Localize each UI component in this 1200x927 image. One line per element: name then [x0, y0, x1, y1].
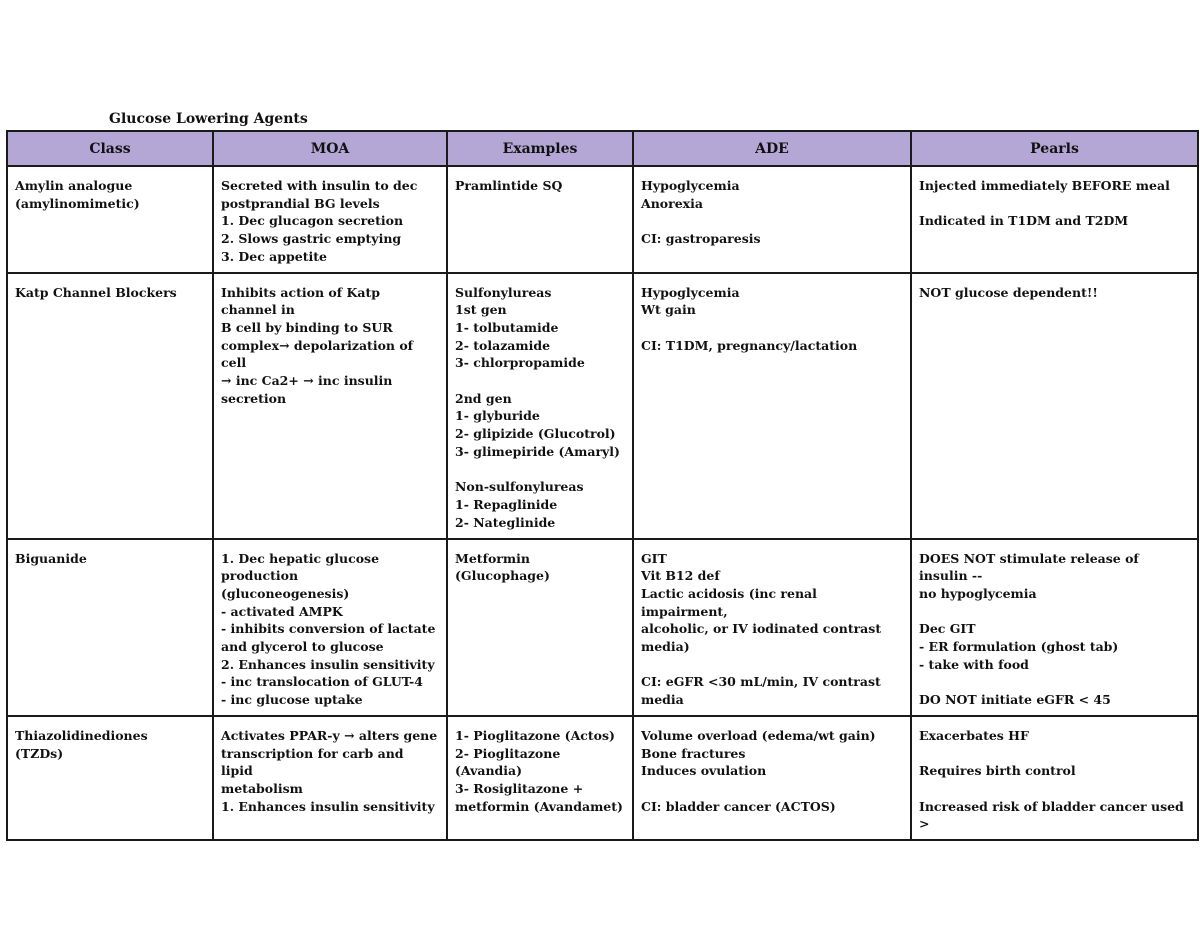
examples-line: 2- Pioglitazone (Avandia) [455, 745, 565, 779]
moa-line: Activates PPAR-y → alters gene [221, 727, 438, 743]
ade-line: media) [641, 639, 690, 655]
ade-line: CI: gastroparesis [641, 231, 761, 247]
ade-line: Bone fractures [641, 745, 746, 761]
header-class: Class [7, 131, 213, 166]
examples-line: 2- glipizide (Glucotrol) [455, 426, 616, 442]
ade-line: CI: bladder cancer (ACTOS) [641, 798, 836, 814]
moa-line: Inhibits action of Katp channel in [221, 284, 385, 318]
pearls-line: Exacerbates HF [919, 727, 1029, 743]
moa-line: - activated AMPK [221, 603, 343, 619]
examples-line: Non-sulfonylureas [455, 479, 584, 495]
moa-line: - inc translocation of GLUT-4 [221, 674, 423, 690]
line-spacer [641, 656, 903, 674]
cell-moa [213, 273, 447, 539]
cell-moa [213, 166, 447, 273]
header-moa: MOA [213, 131, 447, 166]
table-row [7, 166, 1198, 273]
cell-ade [633, 716, 911, 840]
pearls-line: NOT glucose dependent!! [919, 284, 1098, 300]
line-spacer [919, 195, 1190, 213]
examples-line: 1st gen [455, 302, 507, 318]
pearls-line: Requires birth control [919, 763, 1076, 779]
pearls-line: Increased risk of bladder cancer used > [919, 798, 1189, 832]
examples-line: 1- Pioglitazone (Actos) [455, 727, 615, 743]
pearls-line: DO NOT initiate eGFR < 45 [919, 692, 1111, 708]
cell-moa [213, 539, 447, 716]
class-line: Katp Channel Blockers [15, 284, 177, 300]
examples-line: 2- Nateglinide [455, 514, 556, 530]
pearls-line: - take with food [919, 656, 1029, 672]
moa-line: 2. Slows gastric emptying [221, 231, 402, 247]
moa-line: metabolism [221, 780, 303, 796]
table-row [7, 716, 1198, 840]
cell-class [7, 716, 213, 840]
moa-line: complex→ depolarization of cell [221, 337, 418, 371]
header-ade: ADE [633, 131, 911, 166]
cell-pearls [911, 539, 1198, 716]
examples-line: 2nd gen [455, 390, 512, 406]
class-line: Amylin analogue [15, 178, 133, 193]
class-line: Thiazolidinediones [15, 727, 148, 743]
table-row [7, 273, 1198, 539]
cell-examples [447, 716, 633, 840]
header-pearls: Pearls [911, 131, 1198, 166]
ade-line: Wt gain [641, 302, 696, 318]
moa-line: 3. Dec appetite [221, 248, 327, 264]
cell-class [7, 273, 213, 539]
examples-line: metformin (Avandamet) [455, 798, 623, 814]
ade-line: Volume overload (edema/wt gain) [641, 727, 876, 743]
line-spacer [641, 212, 903, 230]
ade-line: CI: eGFR <30 mL/min, IV contrast media [641, 674, 886, 708]
ade-line: Lactic acidosis (inc renal impairment, [641, 585, 822, 619]
cell-ade [633, 273, 911, 539]
document-title: Glucose Lowering Agents [109, 111, 308, 127]
moa-line: (gluconeogenesis) [221, 585, 350, 601]
cell-pearls [911, 166, 1198, 273]
cell-ade [633, 166, 911, 273]
pearls-line: Dec GIT [919, 621, 976, 637]
moa-line: transcription for carb and lipid [221, 745, 408, 779]
cell-examples [447, 166, 633, 273]
moa-line: and glycerol to glucose [221, 639, 384, 655]
line-spacer [455, 461, 625, 479]
cell-moa [213, 716, 447, 840]
pearls-line: DOES NOT stimulate release of insulin -- [919, 550, 1144, 584]
cell-examples [447, 273, 633, 539]
cell-pearls [911, 273, 1198, 539]
cell-class [7, 539, 213, 716]
glucose-agents-table [6, 130, 1199, 841]
class-line: (amylinomimetic) [15, 195, 140, 211]
moa-line: B cell by binding to SUR [221, 319, 393, 335]
table-row [7, 539, 1198, 716]
examples-line: 3- chlorpropamide [455, 355, 585, 371]
moa-line: → inc Ca2+ → inc insulin [221, 373, 393, 389]
cell-ade [633, 539, 911, 716]
header-examples: Examples [447, 131, 633, 166]
examples-line: 1- Repaglinide [455, 496, 558, 512]
line-spacer [919, 780, 1190, 798]
ade-line: alcoholic, or IV iodinated contrast [641, 621, 882, 637]
moa-line: 1. Dec hepatic glucose production [221, 550, 384, 584]
ade-line: Hypoglycemia [641, 178, 740, 193]
moa-line: postprandial BG levels [221, 195, 380, 211]
examples-line: 1- glyburide [455, 408, 540, 424]
cell-examples [447, 539, 633, 716]
line-spacer [641, 780, 903, 798]
ade-line: Hypoglycemia [641, 284, 740, 300]
examples-line: 2- tolazamide [455, 337, 551, 353]
pearls-line: no hypoglycemia [919, 585, 1037, 601]
examples-line: Pramlintide SQ [455, 178, 563, 193]
line-spacer [455, 372, 625, 390]
moa-line: secretion [221, 390, 287, 406]
moa-line: 1. Enhances insulin sensitivity [221, 798, 435, 814]
cell-class [7, 166, 213, 273]
cell-pearls [911, 716, 1198, 840]
examples-line: Metformin (Glucophage) [455, 550, 550, 584]
moa-line: 1. Dec glucagon secretion [221, 213, 404, 229]
pearls-line: Indicated in T1DM and T2DM [919, 213, 1129, 229]
line-spacer [641, 319, 903, 337]
examples-line: 1- tolbutamide [455, 319, 559, 335]
line-spacer [919, 673, 1190, 691]
examples-line: 3- glimepiride (Amaryl) [455, 443, 620, 459]
examples-line: Sulfonylureas [455, 284, 552, 300]
class-line: (TZDs) [15, 745, 64, 761]
ade-line: GIT [641, 550, 667, 566]
ade-line: CI: T1DM, pregnancy/lactation [641, 337, 858, 353]
pearls-line: Injected immediately BEFORE meal [919, 178, 1170, 193]
examples-line: 3- Rosiglitazone + [455, 780, 584, 796]
moa-line: - inhibits conversion of lactate [221, 621, 436, 637]
moa-line: Secreted with insulin to dec [221, 178, 418, 193]
moa-line: 2. Enhances insulin sensitivity [221, 656, 435, 672]
ade-line: Induces ovulation [641, 763, 767, 779]
moa-line: - inc glucose uptake [221, 692, 363, 708]
line-spacer [919, 603, 1190, 621]
ade-line: Anorexia [641, 195, 703, 211]
class-line: Biguanide [15, 550, 87, 566]
pearls-line: - ER formulation (ghost tab) [919, 639, 1119, 655]
line-spacer [919, 745, 1190, 763]
header-row [7, 131, 1198, 166]
ade-line: Vit B12 def [641, 568, 720, 584]
